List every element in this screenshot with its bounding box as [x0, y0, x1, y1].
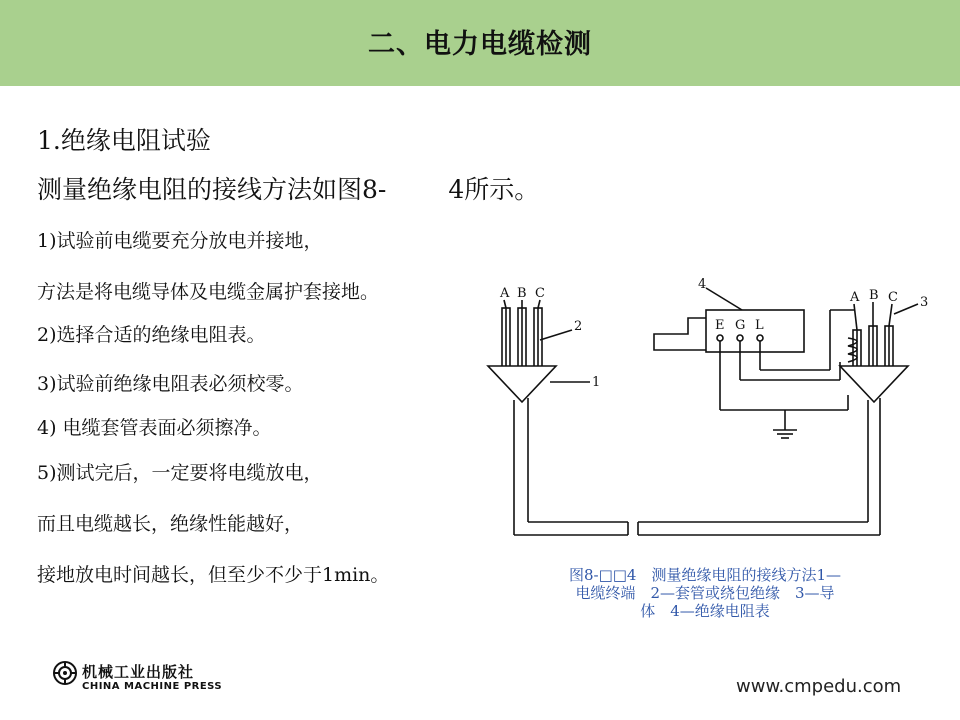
list-item: 4) 电缆套管表面必须擦净。 — [37, 417, 272, 439]
callout-4: 4 — [698, 277, 707, 292]
page-title: 二、电力电缆检测 — [368, 29, 592, 60]
publisher-name-cn: 机械工业出版社 — [82, 663, 195, 681]
callout-2: 2 — [574, 319, 583, 334]
intro-text-part1: 测量绝缘电阻的接线方法如图8- — [37, 175, 387, 204]
publisher-name-en: CHINA MACHINE PRESS — [82, 681, 223, 692]
wiring-diagram — [480, 270, 930, 560]
caption-line-1: 图8-□□4 测量绝缘电阻的接线方法1— — [568, 566, 842, 584]
terminal-e: E — [715, 318, 725, 333]
terminal-g: G — [735, 318, 746, 333]
caption-line-3: 体 4—绝缘电阻表 — [640, 602, 770, 620]
list-item: 3)试验前绝缘电阻表必须校零。 — [37, 373, 304, 395]
intro-text-part2: 4所示。 — [448, 175, 540, 204]
figure-caption — [520, 566, 890, 620]
callout-3: 3 — [920, 295, 929, 310]
caption-line-2: 电缆终端 2—套管或绕包绝缘 3—导 — [575, 584, 835, 602]
right-phase-b: B — [869, 288, 879, 303]
website-link[interactable]: www.cmpedu.com — [736, 676, 902, 697]
list-item: 2)选择合适的绝缘电阻表。 — [37, 324, 266, 346]
left-phase-a: A — [500, 286, 510, 301]
terminal-l: L — [755, 318, 764, 333]
right-phase-a: A — [850, 290, 860, 305]
section-heading: 1.绝缘电阻试验 — [37, 126, 211, 155]
left-termination — [488, 366, 556, 402]
callout-1: 1 — [592, 375, 601, 390]
publisher-logo-icon — [52, 660, 78, 686]
right-termination — [840, 366, 908, 402]
right-phase-c: C — [888, 290, 898, 305]
list-item: 方法是将电缆导体及电缆金属护套接地。 — [37, 281, 380, 303]
left-phase-b: B — [517, 286, 527, 301]
list-item: 而且电缆越长，绝缘性能越好， — [37, 513, 304, 535]
list-item: 1)试验前电缆要充分放电并接地， — [37, 230, 323, 252]
title-bar — [0, 0, 960, 86]
list-item: 5)测试完后，一定要将电缆放电， — [37, 462, 323, 484]
intro-line — [37, 170, 539, 206]
left-phase-c: C — [535, 286, 545, 301]
list-item: 接地放电时间越长，但至少不少于1min。 — [37, 564, 390, 586]
